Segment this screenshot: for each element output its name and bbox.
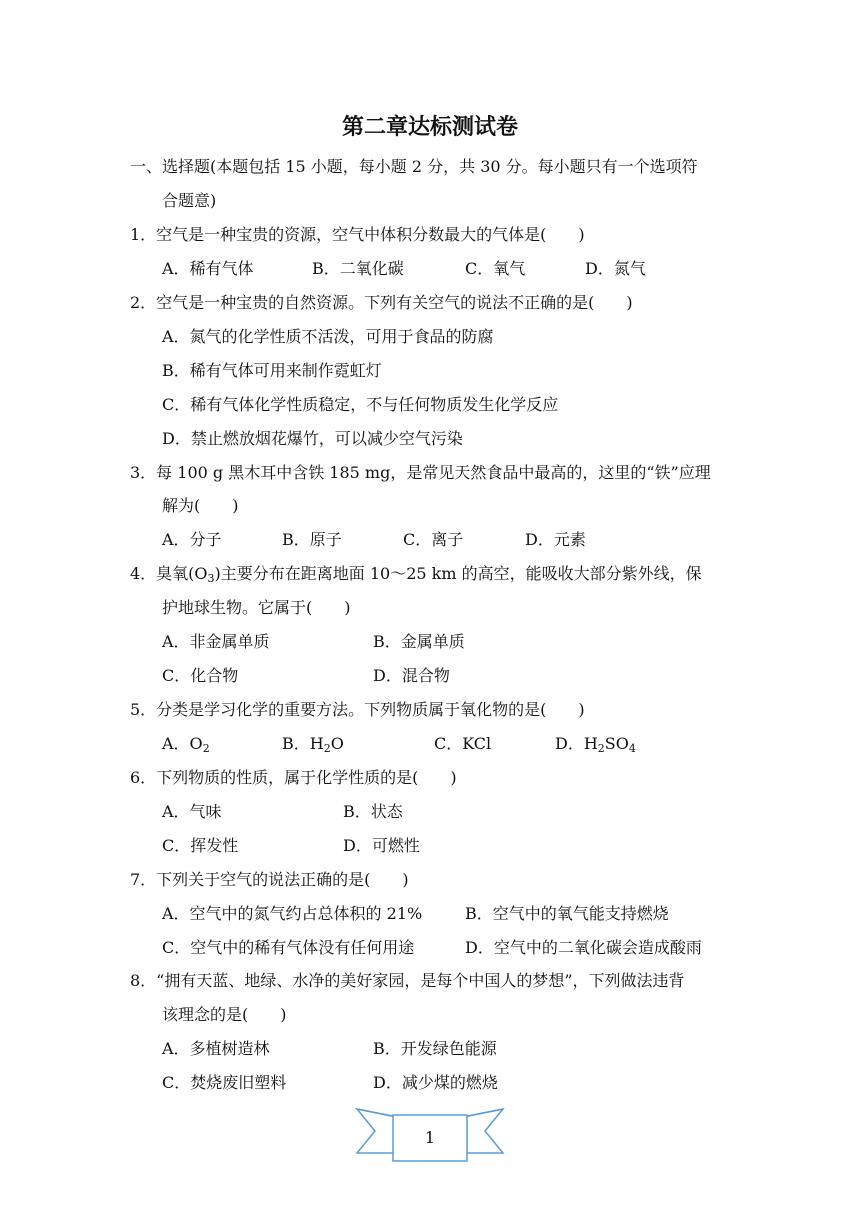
- q5-option-d: D．$H_2SO_4$: [555, 734, 636, 755]
- q3-option-d: D．元素: [525, 530, 586, 549]
- q3-option-c: C．离子: [403, 530, 464, 549]
- q6-option-c: C．挥发性: [162, 836, 239, 855]
- q5-option-b: B．$H_2O$: [282, 734, 344, 755]
- q7-option-b: B．空气中的氧气能支持燃烧: [465, 904, 669, 923]
- question-6-stem: 6．下列物质的性质，属于化学性质的是( ): [130, 768, 457, 787]
- q1-option-b: B．二氧化碳: [312, 259, 404, 278]
- q1-option-d: D．氮气: [585, 259, 646, 278]
- q7-option-a: A．空气中的氮气约占总体积的 21%: [162, 904, 423, 923]
- question-1-stem: 1．空气是一种宝贵的资源，空气中体积分数最大的气体是( ): [130, 225, 585, 244]
- page-number: 1: [424, 1128, 436, 1147]
- q8-option-a: A．多植树造林: [162, 1039, 270, 1058]
- q1-option-c: C．氧气: [465, 259, 526, 278]
- q7-option-d: D．空气中的二氧化碳会造成酸雨: [465, 938, 702, 957]
- q6-option-b: B．状态: [343, 802, 403, 821]
- q4-option-a: A．非金属单质: [162, 632, 270, 651]
- q6-option-a: A．气味: [162, 802, 222, 821]
- question-8-stem: 8．“拥有天蓝、地绿、水净的美好家园，是每个中国人的梦想”，下列做法违背: [130, 971, 685, 990]
- page-title: 第二章达标测试卷: [341, 115, 518, 140]
- q8-option-c: C．焚烧废旧塑料: [162, 1073, 287, 1092]
- q5-option-c: C．KCl: [434, 734, 492, 753]
- section-heading: 一、选择题(本题包括 15 小题，每小题 2 分，共 30 分。每小题只有一个选项符: [130, 157, 698, 176]
- question-5-stem: 5．分类是学习化学的重要方法。下列物质属于氧化物的是( ): [130, 700, 585, 719]
- question-3-stem-cont: 解为( ): [162, 496, 239, 515]
- question-4-stem-cont: 护地球生物。它属于( ): [162, 598, 351, 617]
- section-heading-cont: 合题意): [162, 191, 217, 210]
- q4-option-d: D．混合物: [373, 666, 450, 685]
- q1-option-a: A．稀有气体: [162, 259, 254, 278]
- q8-option-b: B．开发绿色能源: [373, 1039, 497, 1058]
- q2-option-d: D．禁止燃放烟花爆竹，可以减少空气污染: [162, 429, 463, 448]
- q5-option-a: A．$O_2$: [162, 734, 210, 755]
- q6-option-d: D．可燃性: [343, 836, 420, 855]
- q4-option-b: B．金属单质: [373, 632, 465, 651]
- q2-option-a: A．氮气的化学性质不活泼，可用于食品的防腐: [162, 327, 494, 346]
- q3-option-b: B．原子: [282, 530, 342, 549]
- question-8-stem-cont: 该理念的是( ): [162, 1005, 287, 1024]
- q4-option-c: C．化合物: [162, 666, 239, 685]
- question-7-stem: 7．下列关于空气的说法正确的是( ): [130, 870, 409, 889]
- question-3-stem: 3．每 100 g 黑木耳中含铁 185 mg，是常见天然食品中最高的，这里的“铁”应理: [130, 463, 711, 482]
- q7-option-c: C．空气中的稀有气体没有任何用途: [162, 938, 415, 957]
- question-4-stem: 4．臭氧$(O_3)$主要分布在距离地面 10～25 km 的高空，能吸收大部分紫外线，保: [130, 564, 702, 585]
- q2-option-c: C．稀有气体化学性质稳定，不与任何物质发生化学反应: [162, 395, 559, 414]
- q3-option-a: A．分子: [162, 530, 222, 549]
- q8-option-d: D．减少煤的燃烧: [373, 1073, 498, 1092]
- question-2-stem: 2．空气是一种宝贵的自然资源。下列有关空气的说法不正确的是( ): [130, 293, 633, 312]
- q2-option-b: B．稀有气体可用来制作霓虹灯: [162, 361, 382, 380]
